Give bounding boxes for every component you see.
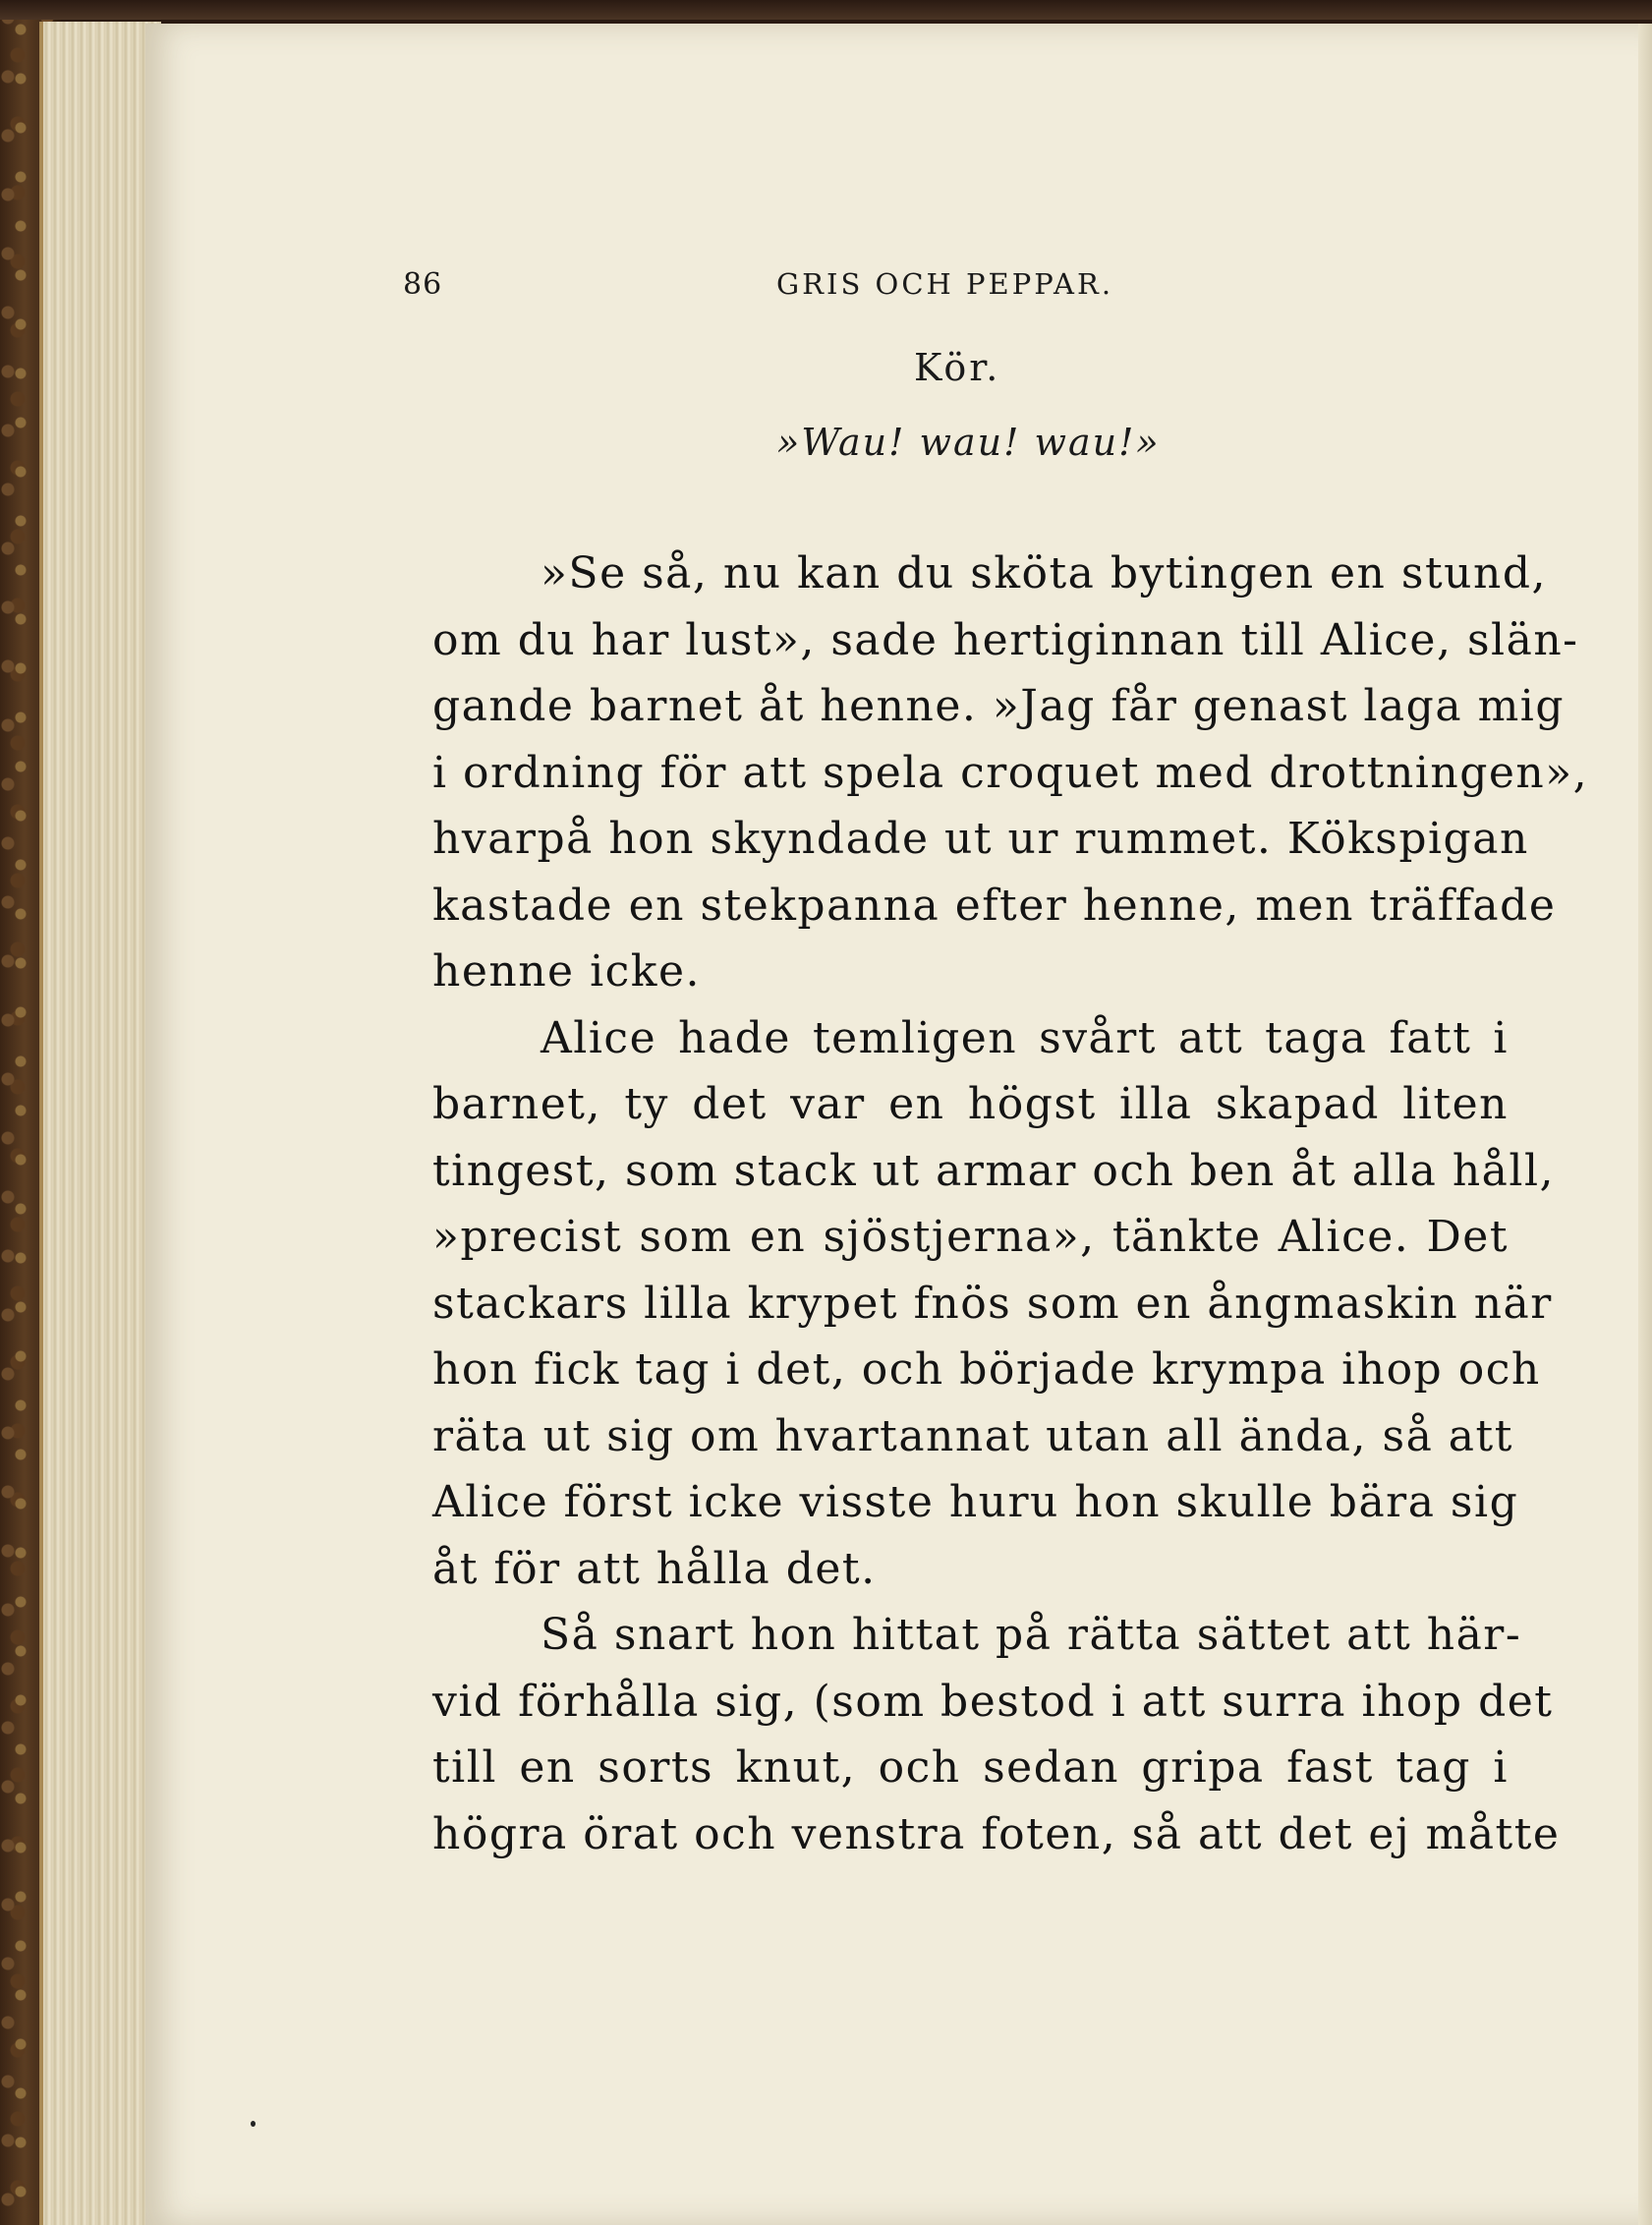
ink-speck (251, 2121, 256, 2127)
text-line: hvarpå hon skyndade ut ur rummet. Kökspigan (432, 814, 1529, 864)
page-number: 86 (403, 267, 443, 302)
text-line: gande barnet åt henne. »Jag får genast laga mig (432, 681, 1566, 731)
chorus-line: »Wau! wau! wau!» (776, 421, 1161, 464)
text-line: åt för att hålla det. (432, 1543, 877, 1594)
page-stack-edge (39, 22, 161, 2225)
text-line: »precist som en sjöstjerna», tänkte Alice. Det (432, 1212, 1509, 1262)
text-line: tingest, som stack ut armar och ben åt alla håll, (432, 1145, 1556, 1196)
body-text (432, 541, 1589, 1867)
text-line: henne icke. (432, 946, 701, 997)
running-title: GRIS OCH PEPPAR. (776, 267, 1114, 301)
text-line: Så snart hon hittat på rätta sättet att här- (541, 1610, 1522, 1660)
text-line: vid förhålla sig, (som bestod i att surra ihop det (432, 1676, 1554, 1727)
text-line: Alice hade temligen svårt att taga fatt i (541, 1012, 1509, 1063)
page-header (403, 267, 1631, 307)
text-line: till en sorts knut, och sedan gripa fast tag i (432, 1742, 1509, 1793)
text-line: om du har lust», sade hertiginnan till Alice, slän- (432, 614, 1579, 665)
text-line: i ordning för att spela croquet med drottningen», (432, 747, 1589, 798)
text-line: stackars lilla krypet fnös som en ångmaskin när (432, 1278, 1553, 1329)
page-right-edge (1638, 24, 1652, 2225)
text-line: barnet, ty det var en högst illa skapad liten (432, 1079, 1509, 1129)
book-top-edge (0, 0, 1652, 20)
chorus-label: Kör. (914, 346, 1001, 389)
text-line: Alice först icke visste huru hon skulle bära sig (432, 1477, 1519, 1527)
text-line: kastade en stekpanna efter henne, men träffade (432, 880, 1557, 931)
text-line: räta ut sig om hvartannat utan all ända, så att (432, 1410, 1513, 1461)
text-line: hon fick tag i det, och började krympa ihop och (432, 1344, 1541, 1395)
text-line: »Se så, nu kan du sköta bytingen en stund, (541, 548, 1547, 599)
text-line: högra örat och venstra foten, så att det ej måtte (432, 1808, 1561, 1859)
